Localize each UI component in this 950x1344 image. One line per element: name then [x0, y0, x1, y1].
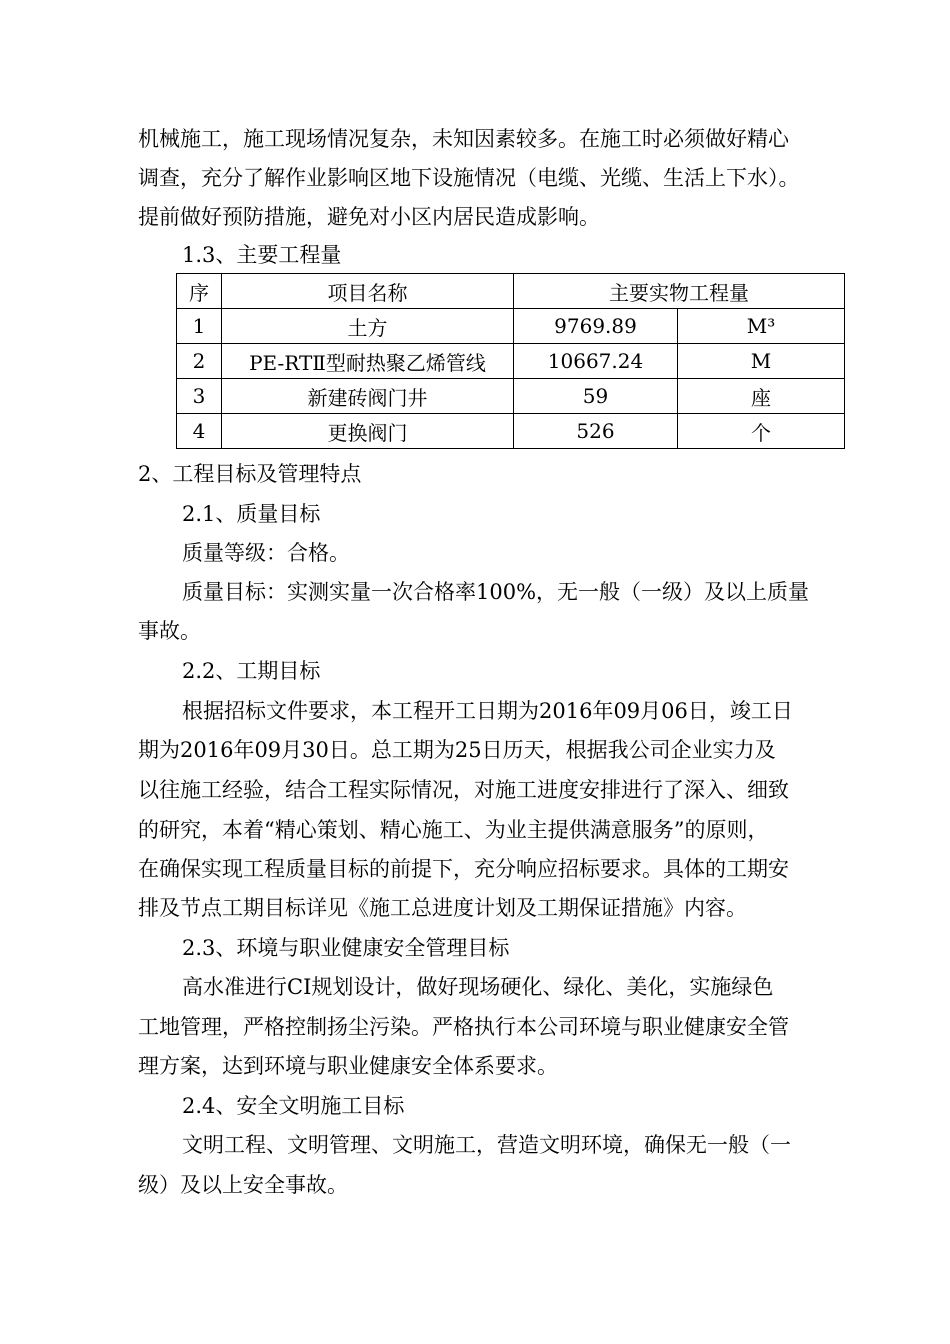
table-row [177, 344, 845, 379]
cell-no: 4 [177, 414, 222, 449]
paragraph-line: 机械施工，施工现场情况复杂，未知因素较多。在施工时必须做好精心 [138, 127, 789, 151]
paragraph-line: 工地管理，严格控制扬尘污染。严格执行本公司环境与职业健康安全管 [138, 1015, 789, 1039]
cell-name: PE-RTⅡ型耐热聚乙烯管线 [222, 344, 514, 379]
section-heading-2-3: 2.3、环境与职业健康安全管理目标 [182, 936, 510, 960]
paragraph-line: 质量目标：实测实量一次合格率100%，无一般（一级）及以上质量 [182, 580, 810, 604]
cell-value: 9769.89 [514, 309, 678, 344]
paragraph-line: 期为2016年09月30日。总工期为25日历天，根据我公司企业实力及 [138, 738, 776, 762]
paragraph-line: 的研究，本着“精心策划、精心施工、为业主提供满意服务”的原则， [138, 818, 769, 842]
cell-name: 土方 [222, 309, 514, 344]
paragraph-line: 质量等级：合格。 [182, 541, 350, 565]
cell-unit: M [678, 344, 845, 379]
header-no: 序 [177, 274, 222, 309]
paragraph-line: 调查，充分了解作业影响区地下设施情况（电缆、光缆、生活上下水）。 [138, 166, 800, 190]
cell-unit: M³ [678, 309, 845, 344]
cell-unit: 座 [678, 379, 845, 414]
cell-value: 59 [514, 379, 678, 414]
cell-no: 1 [177, 309, 222, 344]
cell-no: 2 [177, 344, 222, 379]
cell-name: 更换阀门 [222, 414, 514, 449]
table-row [177, 309, 845, 344]
paragraph-line: 在确保实现工程质量目标的前提下，充分响应招标要求。具体的工期安 [138, 857, 789, 881]
section-heading-1-3: 1.3、主要工程量 [182, 243, 342, 267]
paragraph-line: 事故。 [138, 619, 201, 643]
paragraph-line: 提前做好预防措施，避免对小区内居民造成影响。 [138, 205, 600, 229]
paragraph-line: 理方案，达到环境与职业健康安全体系要求。 [138, 1054, 558, 1078]
table-row [177, 414, 845, 449]
paragraph-line: 以往施工经验，结合工程实际情况，对施工进度安排进行了深入、细致 [138, 778, 789, 802]
section-heading-2-4: 2.4、安全文明施工目标 [182, 1094, 405, 1118]
cell-name: 新建砖阀门井 [222, 379, 514, 414]
paragraph-line: 高水准进行CI规划设计，做好现场硬化、绿化、美化，实施绿色 [182, 975, 774, 999]
header-name: 项目名称 [222, 274, 514, 309]
section-heading-2: 2、工程目标及管理特点 [138, 462, 362, 486]
cell-no: 3 [177, 379, 222, 414]
section-heading-2-2: 2.2、工期目标 [182, 659, 321, 683]
table-row [177, 379, 845, 414]
cell-value: 526 [514, 414, 678, 449]
section-heading-2-1: 2.1、质量目标 [182, 502, 321, 526]
quantity-table [176, 273, 845, 449]
paragraph-line: 文明工程、文明管理、文明施工，营造文明环境，确保无一般（一 [182, 1133, 791, 1157]
paragraph-line: 级）及以上安全事故。 [138, 1173, 348, 1197]
header-quantity: 主要实物工程量 [514, 274, 845, 309]
cell-value: 10667.24 [514, 344, 678, 379]
paragraph-line: 根据招标文件要求，本工程开工日期为2016年09月06日，竣工日 [182, 699, 793, 723]
paragraph-line: 排及节点工期目标详见《施工总进度计划及工期保证措施》内容。 [138, 896, 747, 920]
table-header-row [177, 274, 845, 309]
cell-unit: 个 [678, 414, 845, 449]
